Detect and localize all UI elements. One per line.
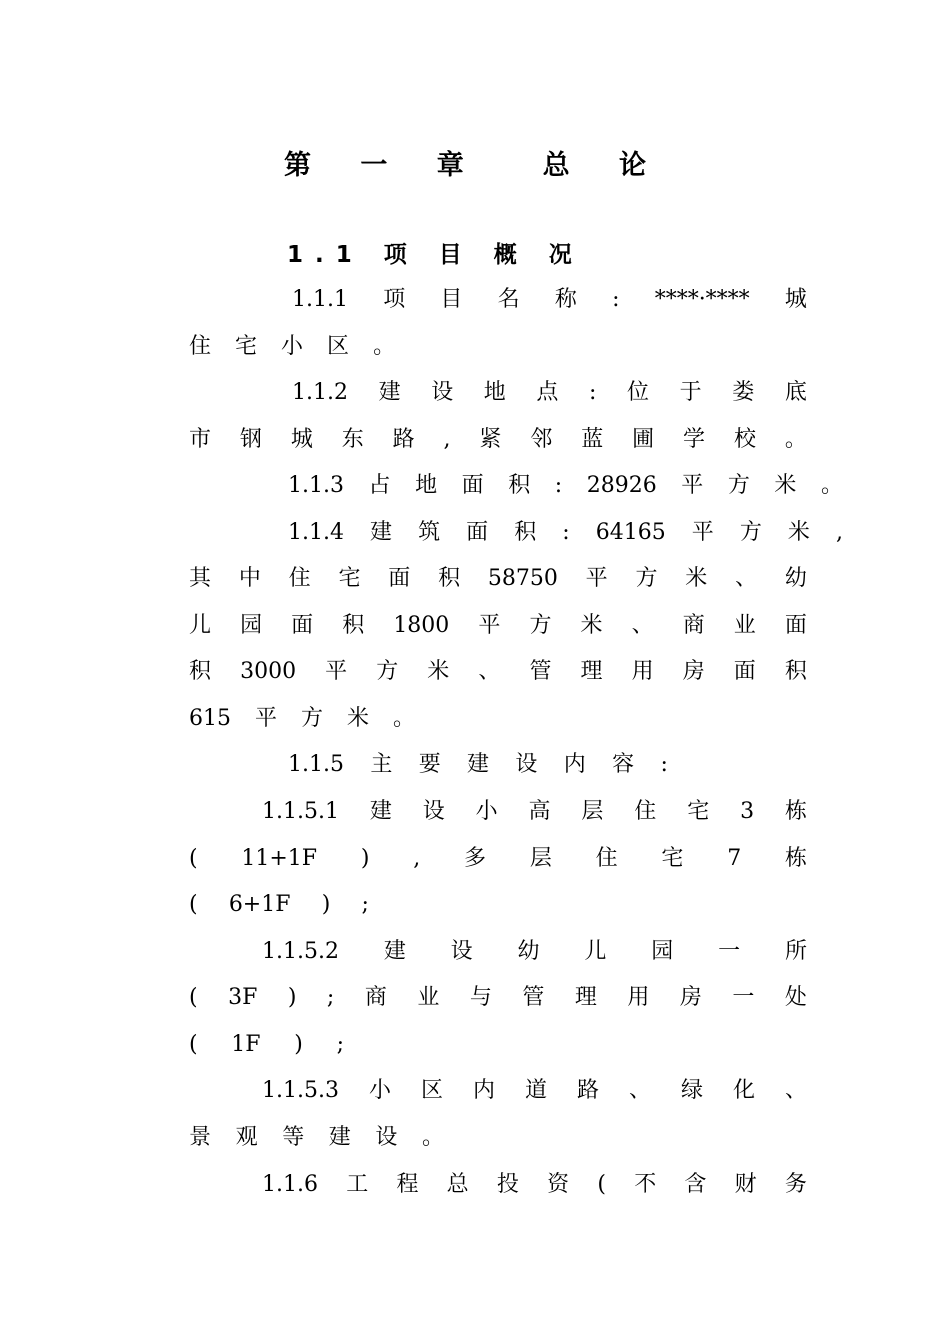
text-token: 景 [189,1125,212,1150]
text-token: 道 [524,1078,547,1103]
text-token: 层 [529,846,552,871]
text-line [189,657,807,687]
text-token: 点 [536,380,559,405]
text-token: 建 [467,752,490,777]
text-token: 底 [784,380,807,405]
text-token: 观 [235,1125,258,1150]
text-line [288,471,843,501]
text-token: 平 [691,520,714,545]
text-token: ; [326,985,335,1010]
text-token: 用 [631,659,654,684]
text-line [189,1123,444,1153]
text-token: ; [336,1032,344,1057]
text-line [288,750,668,780]
text-token: 。 [784,427,807,452]
text-token: 面 [466,520,489,545]
text-token: 、 [735,566,758,591]
text-token: 路 [392,427,415,452]
text-token: 处 [784,985,807,1010]
text-line [262,1076,807,1106]
text-token: 地 [483,380,506,405]
text-token: 积 [784,659,807,684]
text-token: 绿 [680,1078,703,1103]
text-token: 1.1.3 [288,473,344,498]
text-token: 容 [612,752,635,777]
text-line [262,1170,807,1200]
text-token: 主 [370,752,393,777]
text-token: 住 [189,334,212,359]
text-token: 米 [685,566,708,591]
text-token: 名 [497,287,520,312]
text-token: 栋 [784,799,807,824]
text-token: 。 [421,1125,444,1150]
text-token: 工 [346,1172,369,1197]
text-token: 1.1.1 [292,287,348,312]
text-token: 11+1F [241,846,318,871]
text-token: 面 [461,473,484,498]
text-token: 幼 [784,566,807,591]
text-token: 64165 [595,520,666,545]
text-token: 积 [189,659,212,684]
text-token: 位 [627,380,650,405]
text-token: 占 [368,473,391,498]
text-line [189,564,807,594]
text-token: 校 [733,427,756,452]
text-token: 娄 [732,380,755,405]
text-token: 平 [478,613,501,638]
text-token: ( [189,985,198,1010]
text-token: 7 [727,846,742,871]
text-token: 多 [464,846,487,871]
text-token: 面 [388,566,411,591]
text-token: 城 [784,287,807,312]
text-token: 小 [368,1078,391,1103]
text-token: 化 [732,1078,755,1103]
text-token: 宅 [338,566,361,591]
text-line [189,844,807,874]
text-token: 区 [327,334,350,359]
text-token: 平 [255,706,278,731]
text-token: 筑 [418,520,441,545]
text-token: 平 [325,659,348,684]
text-token: 所 [784,939,807,964]
text-token: 1.1.2 [292,380,348,405]
text-token: : [554,473,563,498]
text-token: ( [189,846,198,871]
text-token: 住 [288,566,311,591]
text-token: 东 [341,427,364,452]
text-line [189,1030,344,1060]
text-token: , [443,427,451,452]
text-line [189,704,807,734]
text-token: 财 [734,1172,757,1197]
text-token: 建 [383,939,406,964]
text-token: 积 [508,473,531,498]
text-token: 儿 [584,939,607,964]
text-token: 内 [472,1078,495,1103]
text-line [292,378,807,408]
text-token: 程 [396,1172,419,1197]
text-token: 等 [282,1125,305,1150]
text-token: 1.1.5.2 [262,939,339,964]
text-token: 面 [733,659,756,684]
text-token: 高 [528,799,551,824]
text-token: ****·**** [654,287,750,312]
text-token: 建 [328,1125,351,1150]
text-token: 钢 [239,427,262,452]
text-token: 58750 [487,566,558,591]
text-token: 一 [718,939,741,964]
text-token: , [835,520,843,545]
text-line [189,611,807,641]
text-token: 、 [784,1078,807,1103]
section-heading: 1.1 项 目 概 况 [287,242,584,268]
text-token: 小 [281,334,304,359]
text-token: 学 [683,427,706,452]
text-token: 面 [784,613,807,638]
text-token: 理 [580,659,603,684]
text-token: 615 [189,706,231,731]
text-token: 方 [727,473,750,498]
text-token: 、 [628,1078,651,1103]
text-token: , [413,846,421,871]
text-token: 米 [580,613,603,638]
text-token: 圃 [632,427,655,452]
text-token: 方 [301,706,324,731]
text-token: 3000 [240,659,297,684]
text-token: 1.1.6 [262,1172,318,1197]
text-token: ) [360,846,370,871]
text-token: 用 [627,985,650,1010]
text-token: 市 [189,427,212,452]
text-token: 业 [733,613,756,638]
text-token: 28926 [586,473,657,498]
text-token: 住 [634,799,657,824]
text-token: 不 [634,1172,657,1197]
text-token: 理 [574,985,597,1010]
text-token: 设 [515,752,538,777]
text-token: 蓝 [581,427,604,452]
text-token: 方 [739,520,762,545]
text-token: 建 [369,799,392,824]
text-token: 1F [231,1032,261,1057]
text-token: 。 [373,334,396,359]
text-token: 栋 [784,846,807,871]
text-token: 1800 [393,613,450,638]
text-token: 设 [375,1125,398,1150]
text-line [189,890,369,920]
text-token: 设 [431,380,454,405]
text-token: 房 [679,985,702,1010]
text-token: ( [597,1172,606,1197]
text-token: 平 [585,566,608,591]
text-line [288,518,843,548]
text-token: 总 [446,1172,469,1197]
text-token: 商 [682,613,705,638]
text-token: 小 [475,799,498,824]
text-token: 1.1.5.1 [262,799,339,824]
text-token: 资 [547,1172,570,1197]
text-token: 建 [370,520,393,545]
text-token: 设 [450,939,473,964]
text-token: 住 [595,846,618,871]
text-token: 积 [514,520,537,545]
text-token: ; [361,892,369,917]
text-token: 宅 [687,799,710,824]
text-token: 1.1.4 [288,520,344,545]
text-token: 。 [393,706,416,731]
text-token: 面 [291,613,314,638]
text-token: 邻 [530,427,553,452]
text-token: 地 [415,473,438,498]
text-token: 项 [383,287,406,312]
text-token: 宅 [661,846,684,871]
text-token: 积 [342,613,365,638]
text-token: 园 [651,939,674,964]
text-token: 6+1F [228,892,291,917]
text-token: 设 [422,799,445,824]
text-token: : [589,380,597,405]
text-token: 一 [732,985,755,1010]
text-token: 积 [438,566,461,591]
text-line [189,332,807,362]
text-token: 内 [563,752,586,777]
text-token: 平 [681,473,704,498]
text-token: 米 [347,706,370,731]
text-token: 方 [529,613,552,638]
text-token: 中 [238,566,261,591]
text-token: 其 [189,566,212,591]
text-line [189,983,807,1013]
text-token: 与 [469,985,492,1010]
text-token: 层 [581,799,604,824]
text-token: 儿 [189,613,212,638]
text-token: 米 [427,659,450,684]
text-token: 管 [522,985,545,1010]
text-token: ) [321,892,331,917]
text-token: ) [287,985,297,1010]
text-token: 宅 [235,334,258,359]
text-line [189,425,807,455]
text-token: : [612,287,620,312]
text-token: 投 [496,1172,519,1197]
text-token: 、 [478,659,501,684]
text-token: 于 [679,380,702,405]
text-token: ( [189,892,198,917]
text-token: 商 [364,985,387,1010]
text-token: 。 [820,473,843,498]
text-token: 城 [290,427,313,452]
text-token: 建 [378,380,401,405]
text-token: 米 [787,520,810,545]
text-line [262,937,807,967]
text-token: 3 [740,799,755,824]
text-token: 目 [440,287,463,312]
text-token: 1.1.5.3 [262,1078,339,1103]
text-token: 方 [376,659,399,684]
text-token: 称 [554,287,577,312]
text-token: 含 [684,1172,707,1197]
text-token: 要 [418,752,441,777]
text-token: 3F [228,985,258,1010]
text-token: 紧 [479,427,502,452]
text-token: 、 [631,613,654,638]
text-token: 米 [774,473,797,498]
text-token: 业 [417,985,440,1010]
text-token: 区 [420,1078,443,1103]
text-token: 幼 [517,939,540,964]
text-line [292,285,807,315]
chapter-title: 第 一 章 总 论 [284,150,666,181]
text-token: 管 [529,659,552,684]
text-token: 务 [784,1172,807,1197]
text-token: 路 [576,1078,599,1103]
text-token: 1.1.5 [288,752,344,777]
text-token: : [660,752,668,777]
text-token: 园 [240,613,263,638]
text-token: ( [189,1032,198,1057]
text-token: : [562,520,570,545]
text-token: 房 [682,659,705,684]
text-line [262,797,807,827]
text-token: 方 [635,566,658,591]
text-token: ) [294,1032,303,1057]
